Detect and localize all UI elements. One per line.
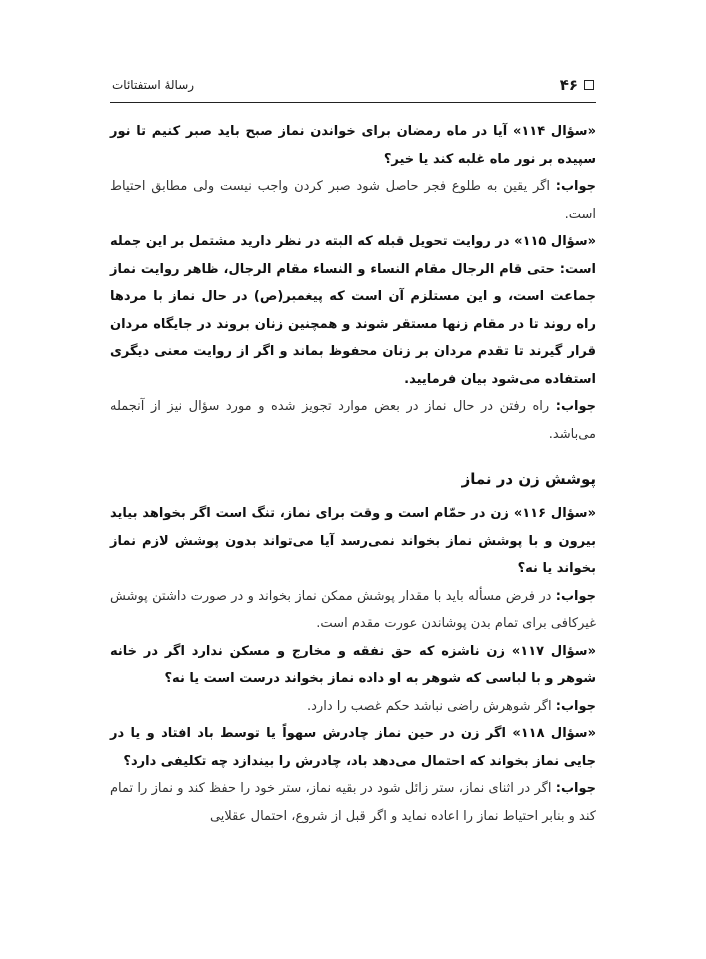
question-paragraph	[110, 720, 596, 775]
page-body	[110, 118, 596, 830]
answer-text: اگر شوهرش راضی نباشد حکم غصب را دارد.	[307, 698, 552, 714]
answer-paragraph	[110, 393, 596, 448]
question-text: زن در حمّام است و وقت برای نماز، تنگ است اگر بخواهد بیاید بیرون و با پوشش نماز بخواند نمی‌رسد آیا می‌تواند بدون پوشش لازم نماز بخواند یا نه؟	[110, 506, 596, 576]
question-paragraph	[110, 118, 596, 173]
question-number: «سؤال ۱۱۵»	[514, 234, 596, 249]
running-header	[110, 78, 596, 103]
answer-paragraph	[110, 173, 596, 228]
answer-label: جواب:	[555, 698, 596, 714]
question-number: «سؤال ۱۱۴»	[512, 124, 596, 139]
answer-text: اگر در اثنای نماز، ستر زائل شود در بقیه نماز، ستر خود را حفظ کند و نماز را تمام کند و بنابر احتیاط نماز را اعاده نماید و اگر قبل از شروع، احتمال عقلایی	[110, 781, 596, 824]
answer-paragraph	[110, 775, 596, 830]
answer-paragraph	[110, 583, 596, 638]
answer-text: اگر یقین به طلوع فجر حاصل شود صبر کردن واجب نیست ولی مطابق احتیاط است.	[110, 179, 596, 222]
question-text: اگر زن در حین نماز چادرش سهواً یا توسط باد افتاد و یا در جایی نماز بخواند که احتمال می‌دهد باد، چادرش را بیندازد چه تکلیفی دارد؟	[110, 726, 596, 769]
answer-label: جواب:	[555, 179, 596, 194]
section-heading: پوشش زن در نماز	[461, 470, 596, 488]
answer-paragraph	[110, 693, 596, 721]
answer-label: جواب:	[555, 588, 596, 604]
question-number: «سؤال ۱۱۶»	[513, 506, 596, 521]
question-paragraph	[110, 228, 596, 393]
answer-label: جواب:	[555, 399, 596, 414]
answer-label: جواب:	[555, 781, 597, 796]
question-text: زن ناشزه که حق نفقه و مخارج و مسکن ندارد اگر در خانه شوهر و با لباسی که شوهر به او داده نماز بخواند درست است یا نه؟	[110, 643, 596, 686]
question-text: آیا در ماه رمضان برای خواندن نماز صبح باید صبر کنیم تا نور سپیده بر نور ماه غلبه کند یا خیر؟	[110, 124, 596, 167]
question-number: «سؤال ۱۱۷»	[511, 643, 596, 659]
answer-text: راه رفتن در حال نماز در بعض موارد تجویز شده و مورد سؤال نیز از آنجمله می‌باشد.	[110, 399, 596, 442]
question-paragraph	[110, 500, 596, 583]
page-number: ۴۶	[559, 76, 578, 94]
question-text: در روایت تحویل قبله که البته در نظر دارید مشتمل بر این جمله است: حتی قام الرجال مقام النساء و النساء مقام الرجال، ظاهر روایت نماز جماعت است، و این مستلزم آن است که پیغمبر(ص) در حال نماز با مردها راه روند تا در مقام زنها مستقر شوند و همچنین زنان بروند در جایگاه مردان قرار گیرند تا تقدم مردان بر زنان محفوظ بماند و اگر از روایت معنی دیگری استفاده می‌شود بیان فرمایید.	[110, 234, 596, 387]
book-title: رسالهٔ استفتائات	[112, 78, 195, 92]
square-bullet-icon	[584, 80, 594, 90]
question-number: «سؤال ۱۱۸»	[512, 726, 596, 741]
question-paragraph	[110, 638, 596, 693]
answer-text: در فرض مسأله باید با مقدار پوشش ممکن نماز بخواند و در صورت داشتن پوشش غیرکافی برای تمام بدن پوشاندن عورت مقدم است.	[110, 588, 596, 631]
